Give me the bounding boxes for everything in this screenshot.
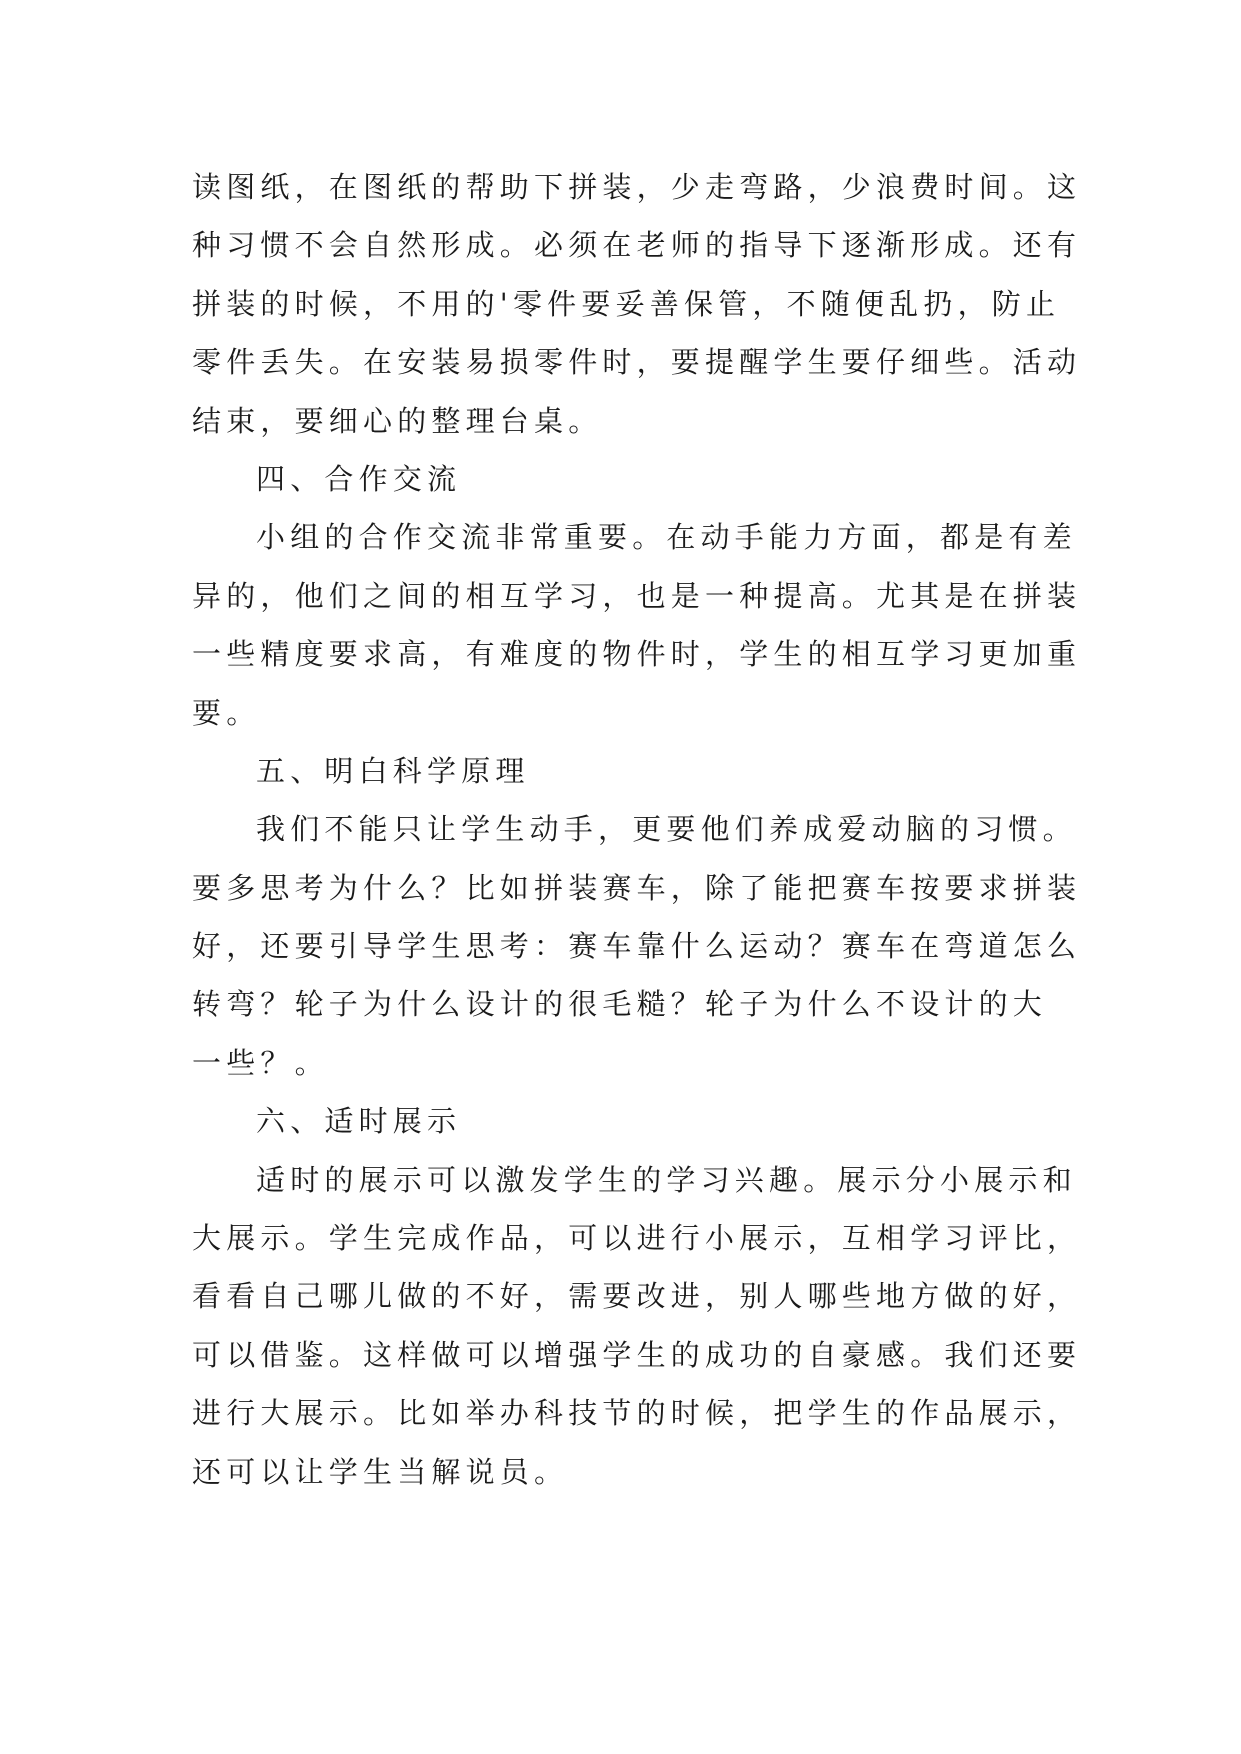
paragraph-start-line: 我们不能只让学生动手，更要他们养成爱动脑的习惯。 — [256, 812, 1077, 847]
text-line: 一些精度要求高，有难度的物件时，学生的相互学习更加重 — [192, 637, 1082, 672]
text-line: 还可以让学生当解说员。 — [192, 1454, 569, 1489]
text-line: 零件丢失。在安装易损零件时，要提醒学生要仔细些。活动 — [192, 345, 1082, 380]
text-line: 看看自己哪儿做的不好，需要改进，别人哪些地方做的好， — [192, 1279, 1082, 1314]
text-line: 种习惯不会自然形成。必须在老师的指导下逐渐形成。还有 — [192, 228, 1082, 263]
paragraph-start-line: 小组的合作交流非常重要。在动手能力方面，都是有差 — [256, 520, 1077, 555]
text-line: 一些？。 — [192, 1045, 329, 1080]
text-line: 读图纸，在图纸的帮助下拼装，少走弯路，少浪费时间。这 — [192, 170, 1082, 204]
text-line: 进行大展示。比如举办科技节的时候，把学生的作品展示， — [192, 1396, 1082, 1431]
text-line: 结束，要细心的整理台桌。 — [192, 403, 603, 438]
text-line: 好，还要引导学生思考：赛车靠什么运动？赛车在弯道怎么 — [192, 929, 1082, 964]
text-line: 大展示。学生完成作品，可以进行小展示，互相学习评比， — [192, 1221, 1082, 1256]
section-heading: 四、合作交流 — [256, 461, 462, 496]
text-line: 转弯？轮子为什么设计的很毛糙？轮子为什么不设计的大 — [192, 987, 1048, 1022]
paragraph-start-line: 适时的展示可以激发学生的学习兴趣。展示分小展示和 — [256, 1162, 1077, 1197]
section-heading: 五、明白科学原理 — [256, 753, 530, 788]
text-line: 要。 — [192, 695, 261, 730]
text-line: 可以借鉴。这样做可以增强学生的成功的自豪感。我们还要 — [192, 1337, 1082, 1372]
document-body — [192, 158, 1082, 1501]
text-line: 拼装的时候，不用的'零件要妥善保管，不随便乱扔，防止 — [192, 286, 1061, 321]
text-line: 异的，他们之间的相互学习，也是一种提高。尤其是在拼装 — [192, 578, 1082, 613]
section-heading: 六、适时展示 — [256, 1104, 462, 1139]
text-line: 要多思考为什么？比如拼装赛车，除了能把赛车按要求拼装 — [192, 870, 1082, 905]
